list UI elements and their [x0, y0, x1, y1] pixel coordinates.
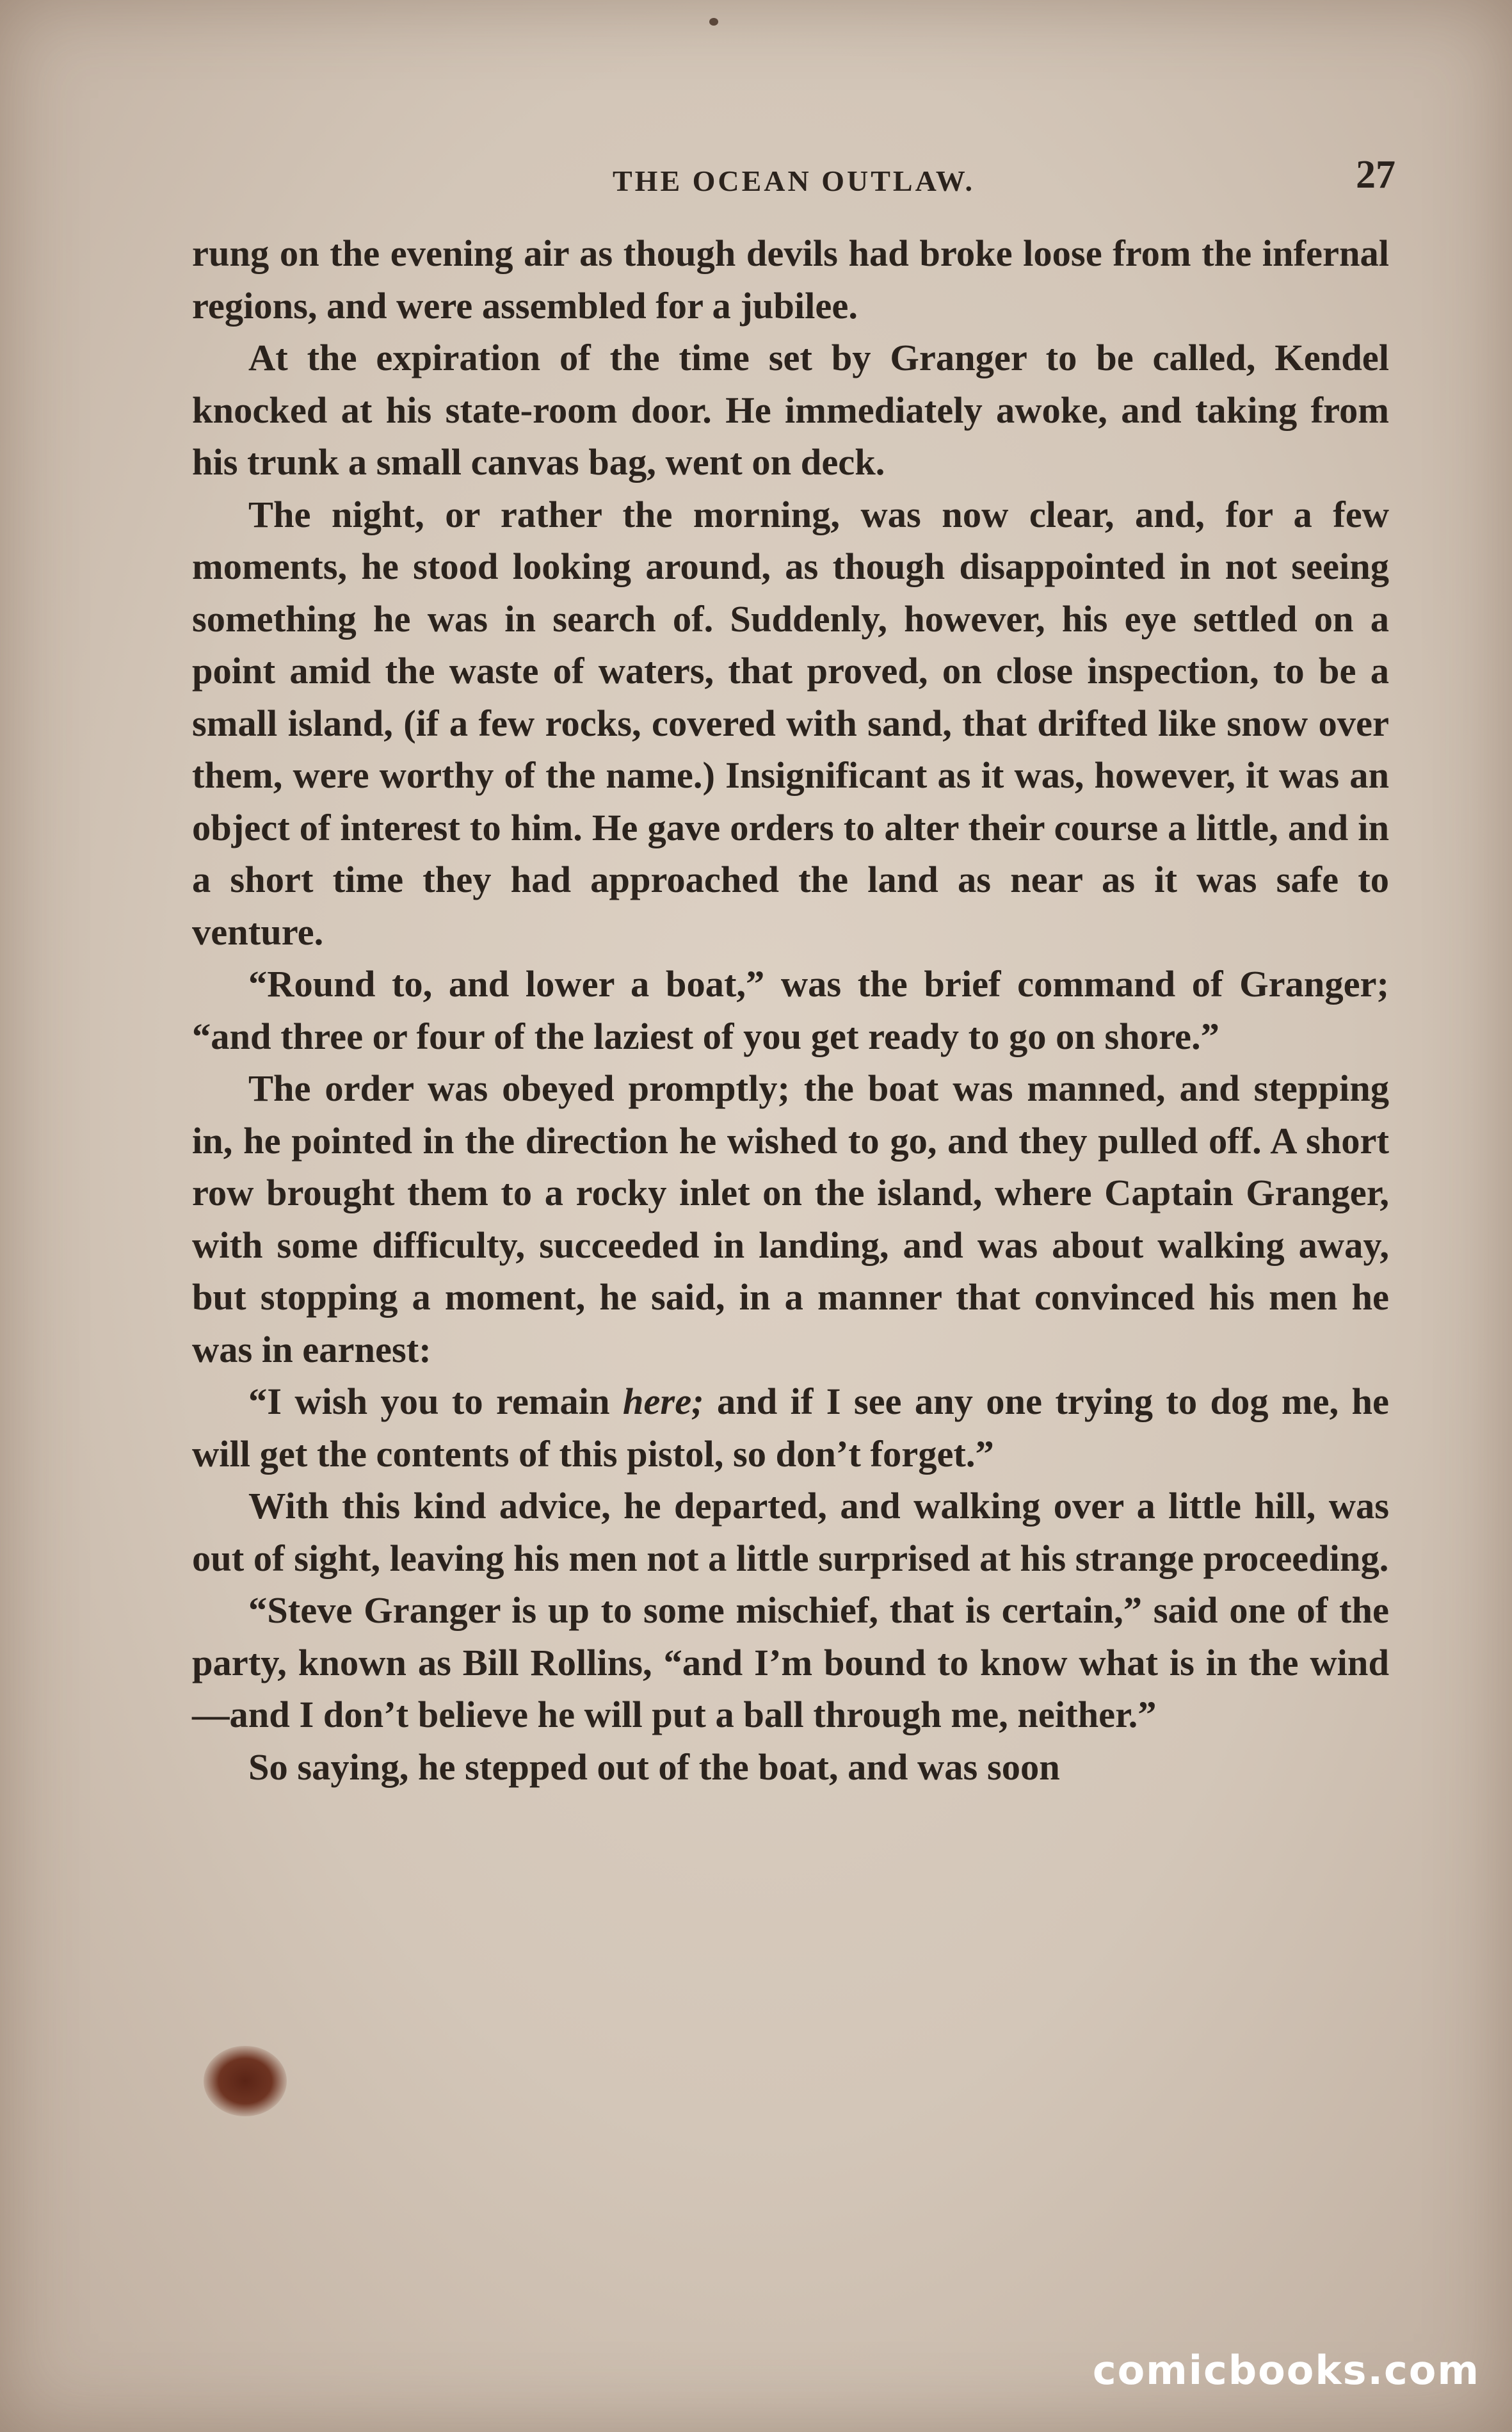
paragraph-2: At the expiration of the time set by Granger to be called, Kendel knocked at his state-room door. He immediately awoke, and taking from his trunk a small canvas bag, went on deck.	[192, 337, 1389, 483]
paragraph-6-start: “I wish you to remain	[248, 1381, 623, 1422]
ink-speck	[709, 18, 718, 26]
paragraph-3: The night, or rather the morning, was now clear, and, for a few moments, he stood looking around, as though disappointed in not seeing something he was in search of. Suddenly, however, his eye settled on a point amid the waste of waters, that proved, on close inspection, to be a small island, (if a few rocks, covered with sand, that drifted like snow over them, were worthy of the name.) Insignificant as it was, however, it was an object of interest to him. He gave orders to alter their course a little, and in a short time they had approached the land as near as it was safe to venture.	[192, 493, 1389, 953]
paragraph-6-emphasis: here;	[622, 1381, 704, 1422]
paragraph-9: So saying, he stepped out of the boat, and was soon	[248, 1746, 1060, 1788]
paragraph-7: With this kind advice, he departed, and walking over a little hill, was out of sight, leaving his men not a little surprised at his strange proceeding.	[192, 1485, 1389, 1579]
body-text	[192, 227, 1389, 1793]
ink-stain	[204, 2046, 287, 2116]
page-header	[192, 152, 1395, 204]
paragraph-8: “Steve Granger is up to some mischief, that is certain,” said one of the party, known as Bill Rollins, “and I’m bound to know what is in the wind—and I don’t believe he will put a ball through me, neither.”	[192, 1589, 1389, 1735]
paragraph-5: The order was obeyed promptly; the boat was manned, and stepping in, he pointed in the direction he wished to go, and they pulled off. A short row brought them to a rocky inlet on the island, where Captain Granger, with some difficulty, succeeded in landing, and was about walking away, but stopping a moment, he said, in a manner that convinced his men he was in earnest:	[192, 1067, 1389, 1370]
watermark: comicbooks.com	[1092, 2347, 1480, 2394]
paragraph-6-end: and if I see any one trying to dog me, he will get the contents of this pistol, so don’t forget.”	[192, 1381, 1389, 1475]
paragraph-1: rung on the evening air as though devils had broke loose from the infernal regions, and were assembled for a jubilee.	[192, 232, 1389, 327]
page-number: 27	[1356, 153, 1395, 197]
paragraph-4: “Round to, and lower a boat,” was the brief command of Granger; “and three or four of the laziest of you get ready to go on shore.”	[192, 963, 1389, 1057]
running-title: THE OCEAN OUTLAW.	[612, 165, 976, 197]
paragraph-6	[192, 1375, 1389, 1480]
